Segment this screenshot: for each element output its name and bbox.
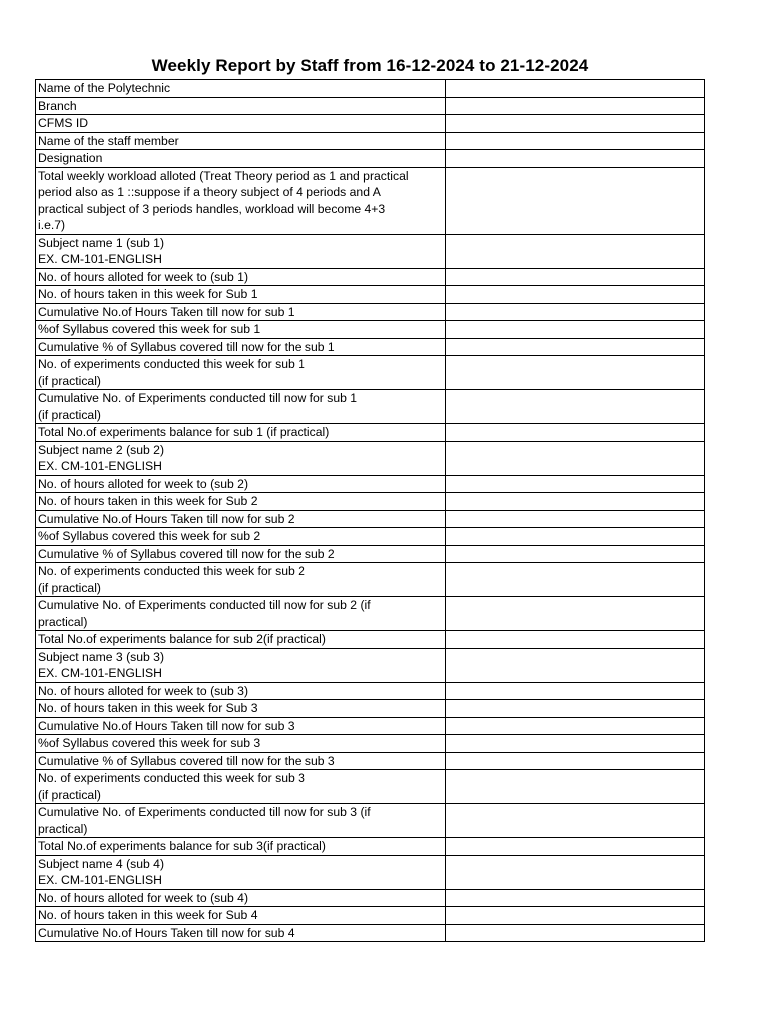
row-label: No. of hours alloted for week to (sub 2) [36,475,446,493]
table-row [36,648,705,682]
row-label: Subject name 4 (sub 4) EX. CM-101-ENGLISH [36,855,446,889]
row-value-cell[interactable] [446,838,705,856]
table-row [36,907,705,925]
row-label: Cumulative % of Syllabus covered till now for the sub 1 [36,338,446,356]
row-label: No. of hours alloted for week to (sub 4) [36,889,446,907]
row-value-cell[interactable] [446,770,705,804]
row-value-cell[interactable] [446,545,705,563]
row-value-cell[interactable] [446,321,705,339]
row-value-cell[interactable] [446,528,705,546]
row-value-cell[interactable] [446,648,705,682]
row-value-cell[interactable] [446,510,705,528]
table-row [36,700,705,718]
row-label: Name of the Polytechnic [36,80,446,98]
table-row [36,597,705,631]
table-row [36,924,705,942]
row-value-cell[interactable] [446,631,705,649]
row-label: Subject name 1 (sub 1) EX. CM-101-ENGLISH [36,234,446,268]
row-label: Designation [36,150,446,168]
row-value-cell[interactable] [446,356,705,390]
table-row [36,563,705,597]
row-label: Cumulative No. of Experiments conducted till now for sub 1 (if practical) [36,390,446,424]
row-label: Cumulative No.of Hours Taken till now for sub 3 [36,717,446,735]
table-row [36,132,705,150]
row-label: %of Syllabus covered this week for sub 1 [36,321,446,339]
row-value-cell[interactable] [446,682,705,700]
row-label: Subject name 3 (sub 3) EX. CM-101-ENGLISH [36,648,446,682]
table-row [36,493,705,511]
table-row [36,441,705,475]
row-label: Total No.of experiments balance for sub 2(if practical) [36,631,446,649]
table-row [36,268,705,286]
row-value-cell[interactable] [446,924,705,942]
row-label: Cumulative No.of Hours Taken till now for sub 2 [36,510,446,528]
table-row [36,855,705,889]
table-row [36,475,705,493]
table-row [36,167,705,234]
row-value-cell[interactable] [446,804,705,838]
row-value-cell[interactable] [446,597,705,631]
table-row [36,303,705,321]
row-value-cell[interactable] [446,268,705,286]
row-value-cell[interactable] [446,167,705,234]
table-row [36,528,705,546]
row-label: Name of the staff member [36,132,446,150]
table-row [36,97,705,115]
row-value-cell[interactable] [446,286,705,304]
row-label: Cumulative No.of Hours Taken till now for sub 1 [36,303,446,321]
table-row [36,338,705,356]
row-value-cell[interactable] [446,889,705,907]
table-row [36,752,705,770]
table-row [36,286,705,304]
table-row [36,889,705,907]
row-label: No. of experiments conducted this week for sub 3 (if practical) [36,770,446,804]
row-label: No. of hours taken in this week for Sub 3 [36,700,446,718]
row-value-cell[interactable] [446,717,705,735]
row-value-cell[interactable] [446,132,705,150]
table-row [36,631,705,649]
row-label: No. of experiments conducted this week for sub 2 (if practical) [36,563,446,597]
table-row [36,804,705,838]
row-label: Total No.of experiments balance for sub 3(if practical) [36,838,446,856]
table-row [36,150,705,168]
table-row [36,770,705,804]
table-row [36,115,705,133]
row-label: CFMS ID [36,115,446,133]
row-label: %of Syllabus covered this week for sub 2 [36,528,446,546]
table-row [36,510,705,528]
row-value-cell[interactable] [446,735,705,753]
table-row [36,682,705,700]
table-row [36,321,705,339]
row-value-cell[interactable] [446,338,705,356]
row-label: Cumulative % of Syllabus covered till now for the sub 3 [36,752,446,770]
report-title: Weekly Report by Staff from 16-12-2024 to 21-12-2024 [151,56,589,75]
table-row [36,717,705,735]
row-value-cell[interactable] [446,303,705,321]
table-row [36,545,705,563]
row-label: Cumulative No. of Experiments conducted till now for sub 3 (if practical) [36,804,446,838]
row-value-cell[interactable] [446,390,705,424]
row-label: No. of hours taken in this week for Sub 4 [36,907,446,925]
row-label: No. of hours taken in this week for Sub 2 [36,493,446,511]
row-label: No. of experiments conducted this week for sub 1 (if practical) [36,356,446,390]
row-value-cell[interactable] [446,150,705,168]
row-value-cell[interactable] [446,752,705,770]
row-value-cell[interactable] [446,441,705,475]
report-table-body [36,80,705,942]
table-row [36,838,705,856]
row-value-cell[interactable] [446,424,705,442]
table-row [36,234,705,268]
row-value-cell[interactable] [446,475,705,493]
table-row [36,356,705,390]
row-label: Total No.of experiments balance for sub 1 (if practical) [36,424,446,442]
row-value-cell[interactable] [446,80,705,98]
row-value-cell[interactable] [446,493,705,511]
table-row [36,735,705,753]
table-row [36,390,705,424]
row-label: %of Syllabus covered this week for sub 3 [36,735,446,753]
row-label: Cumulative No.of Hours Taken till now for sub 4 [36,924,446,942]
row-label: Subject name 2 (sub 2) EX. CM-101-ENGLISH [36,441,446,475]
row-value-cell[interactable] [446,855,705,889]
row-value-cell[interactable] [446,700,705,718]
report-table [35,79,705,942]
table-row [36,80,705,98]
row-value-cell[interactable] [446,97,705,115]
table-row [36,424,705,442]
row-value-cell[interactable] [446,907,705,925]
row-value-cell[interactable] [446,115,705,133]
row-label: No. of hours alloted for week to (sub 1) [36,268,446,286]
row-label: Branch [36,97,446,115]
row-label: Cumulative No. of Experiments conducted till now for sub 2 (if practical) [36,597,446,631]
row-label: No. of hours alloted for week to (sub 3) [36,682,446,700]
row-value-cell[interactable] [446,234,705,268]
row-label: Cumulative % of Syllabus covered till now for the sub 2 [36,545,446,563]
row-label: Total weekly workload alloted (Treat Theory period as 1 and practical period also as 1 ::suppose if a theory subject of 4 periods and A practical subject of 3 periods handles, workload will become 4+3 i.e.7) [36,167,446,234]
row-value-cell[interactable] [446,563,705,597]
row-label: No. of hours taken in this week for Sub 1 [36,286,446,304]
